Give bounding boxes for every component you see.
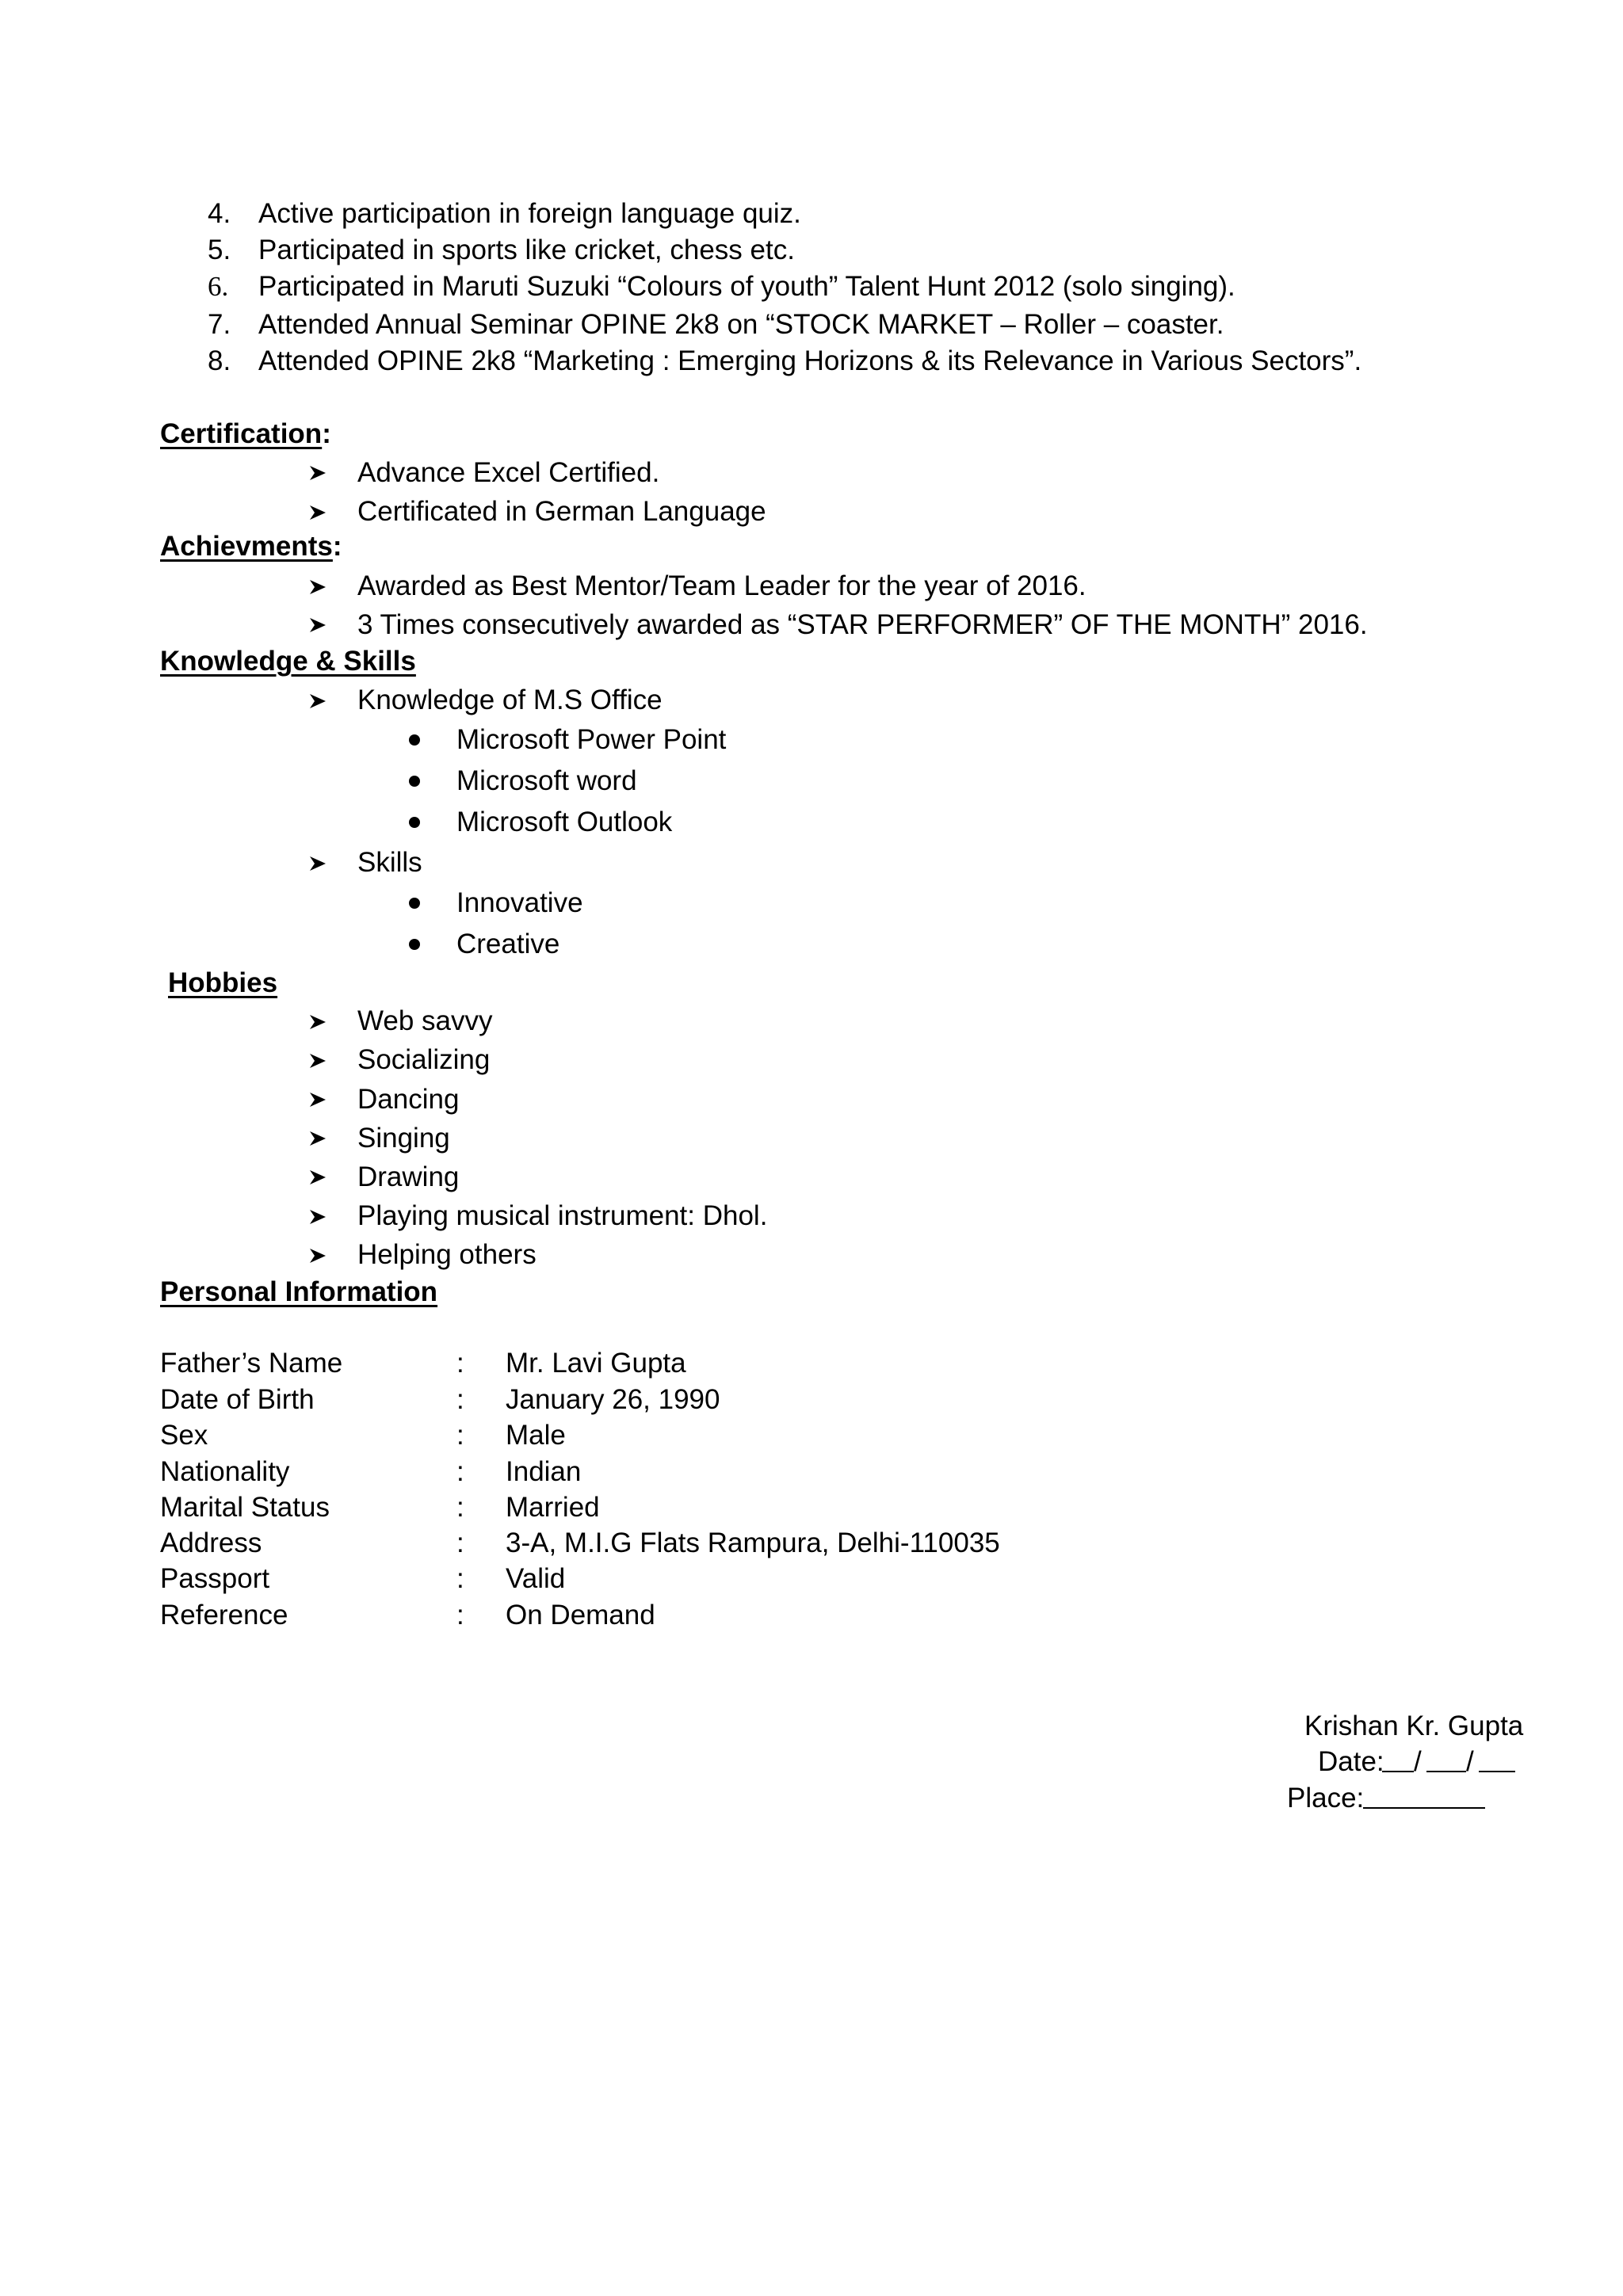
hobby-item: Playing musical instrument: Dhol. — [357, 1200, 768, 1231]
certification-heading-text: Certification — [160, 418, 323, 449]
heading-colon: : — [332, 531, 342, 562]
list-number: 8. — [208, 345, 231, 376]
personal-value: Valid — [506, 1563, 566, 1594]
heading-colon: : — [322, 418, 331, 449]
certification-item: Advance Excel Certified. — [357, 457, 660, 488]
achievement-item: 3 Times consecutively awarded as “STAR PERFORMER” OF THE MONTH” 2016. — [357, 609, 1368, 640]
arrow-bullet-icon — [309, 1091, 327, 1108]
arrow-bullet-icon — [309, 1052, 327, 1070]
personal-label: Date of Birth — [160, 1384, 315, 1415]
hobby-item: Web savvy — [357, 1005, 493, 1036]
dot-bullet-icon — [409, 734, 420, 746]
personal-value: 3-A, M.I.G Flats Rampura, Delhi-110035 — [506, 1527, 1000, 1558]
personal-label: Marital Status — [160, 1492, 330, 1523]
arrow-bullet-icon — [309, 1247, 327, 1264]
arrow-bullet-icon — [309, 1130, 327, 1147]
date-day-line — [1382, 1771, 1414, 1772]
skill-item: Creative — [456, 929, 560, 959]
personal-heading-text: Personal Information — [160, 1276, 438, 1307]
certification-item: Certificated in German Language — [357, 496, 766, 527]
list-number: 4. — [208, 198, 231, 229]
personal-label: Father’s Name — [160, 1348, 343, 1379]
list-item: Participated in sports like cricket, chess etc. — [258, 235, 795, 265]
place-line — [1363, 1807, 1485, 1809]
personal-separator: : — [456, 1492, 464, 1523]
certification-heading — [160, 417, 331, 452]
arrow-bullet-icon — [309, 1208, 327, 1226]
hobby-item: Helping others — [357, 1239, 537, 1270]
dot-bullet-icon — [409, 939, 420, 950]
skill-item: Innovative — [456, 887, 583, 918]
hobbies-heading — [168, 966, 277, 1001]
personal-value: January 26, 1990 — [506, 1384, 720, 1415]
date-separator: / — [1414, 1746, 1422, 1777]
personal-separator: : — [456, 1384, 464, 1415]
achievements-heading-text: Achievments — [160, 531, 333, 562]
list-number: 5. — [208, 235, 231, 265]
date-separator: / — [1466, 1746, 1474, 1777]
personal-label: Address — [160, 1527, 262, 1558]
personal-separator: : — [456, 1420, 464, 1451]
personal-value: Male — [506, 1420, 566, 1451]
arrow-bullet-icon — [309, 855, 327, 872]
knowledge-item: Microsoft word — [456, 765, 637, 796]
achievement-item: Awarded as Best Mentor/Team Leader for the year of 2016. — [357, 570, 1086, 601]
arrow-bullet-icon — [309, 578, 327, 596]
date-month-line — [1426, 1771, 1466, 1772]
arrow-bullet-icon — [309, 464, 327, 482]
signature-name: Krishan Kr. Gupta — [1304, 1711, 1524, 1741]
list-item: Attended Annual Seminar OPINE 2k8 on “STOCK MARKET – Roller – coaster. — [258, 309, 1224, 340]
knowledge-heading — [160, 644, 416, 679]
dot-bullet-icon — [409, 776, 420, 787]
personal-value: On Demand — [506, 1600, 655, 1630]
list-item: Participated in Maruti Suzuki “Colours of youth” Talent Hunt 2012 (solo singing). — [258, 271, 1235, 302]
personal-label: Reference — [160, 1600, 288, 1630]
list-item: Attended OPINE 2k8 “Marketing : Emerging Horizons & its Relevance in Various Sectors”. — [258, 345, 1362, 376]
hobby-item: Socializing — [357, 1044, 491, 1075]
personal-label: Passport — [160, 1563, 270, 1594]
knowledge-item: Microsoft Power Point — [456, 724, 727, 755]
personal-label: Sex — [160, 1420, 208, 1451]
arrow-bullet-icon — [309, 504, 327, 521]
hobby-item: Dancing — [357, 1084, 460, 1115]
list-number: 7. — [208, 309, 231, 340]
knowledge-heading-text: Knowledge & Skills — [160, 646, 416, 677]
arrow-bullet-icon — [309, 1169, 327, 1186]
personal-separator: : — [456, 1456, 464, 1487]
knowledge-item: Microsoft Outlook — [456, 807, 673, 837]
personal-label: Nationality — [160, 1456, 290, 1487]
personal-value: Mr. Lavi Gupta — [506, 1348, 686, 1379]
hobby-item: Drawing — [357, 1161, 460, 1192]
list-number: 6. — [208, 271, 229, 302]
personal-heading — [160, 1275, 437, 1310]
personal-value: Married — [506, 1492, 600, 1523]
hobby-item: Singing — [357, 1123, 450, 1154]
knowledge-group-label: Knowledge of M.S Office — [357, 685, 663, 715]
personal-separator: : — [456, 1563, 464, 1594]
arrow-bullet-icon — [309, 616, 327, 634]
personal-value: Indian — [506, 1456, 582, 1487]
list-item: Active participation in foreign language quiz. — [258, 198, 801, 229]
dot-bullet-icon — [409, 898, 420, 909]
knowledge-group-label: Skills — [357, 847, 422, 878]
personal-separator: : — [456, 1527, 464, 1558]
arrow-bullet-icon — [309, 1013, 327, 1031]
dot-bullet-icon — [409, 817, 420, 828]
date-label: Date: — [1318, 1746, 1384, 1777]
place-label: Place: — [1287, 1783, 1365, 1814]
arrow-bullet-icon — [309, 692, 327, 710]
hobbies-heading-text: Hobbies — [168, 967, 278, 998]
personal-separator: : — [456, 1600, 464, 1630]
date-year-line — [1479, 1771, 1515, 1772]
personal-separator: : — [456, 1348, 464, 1379]
achievements-heading — [160, 529, 342, 564]
